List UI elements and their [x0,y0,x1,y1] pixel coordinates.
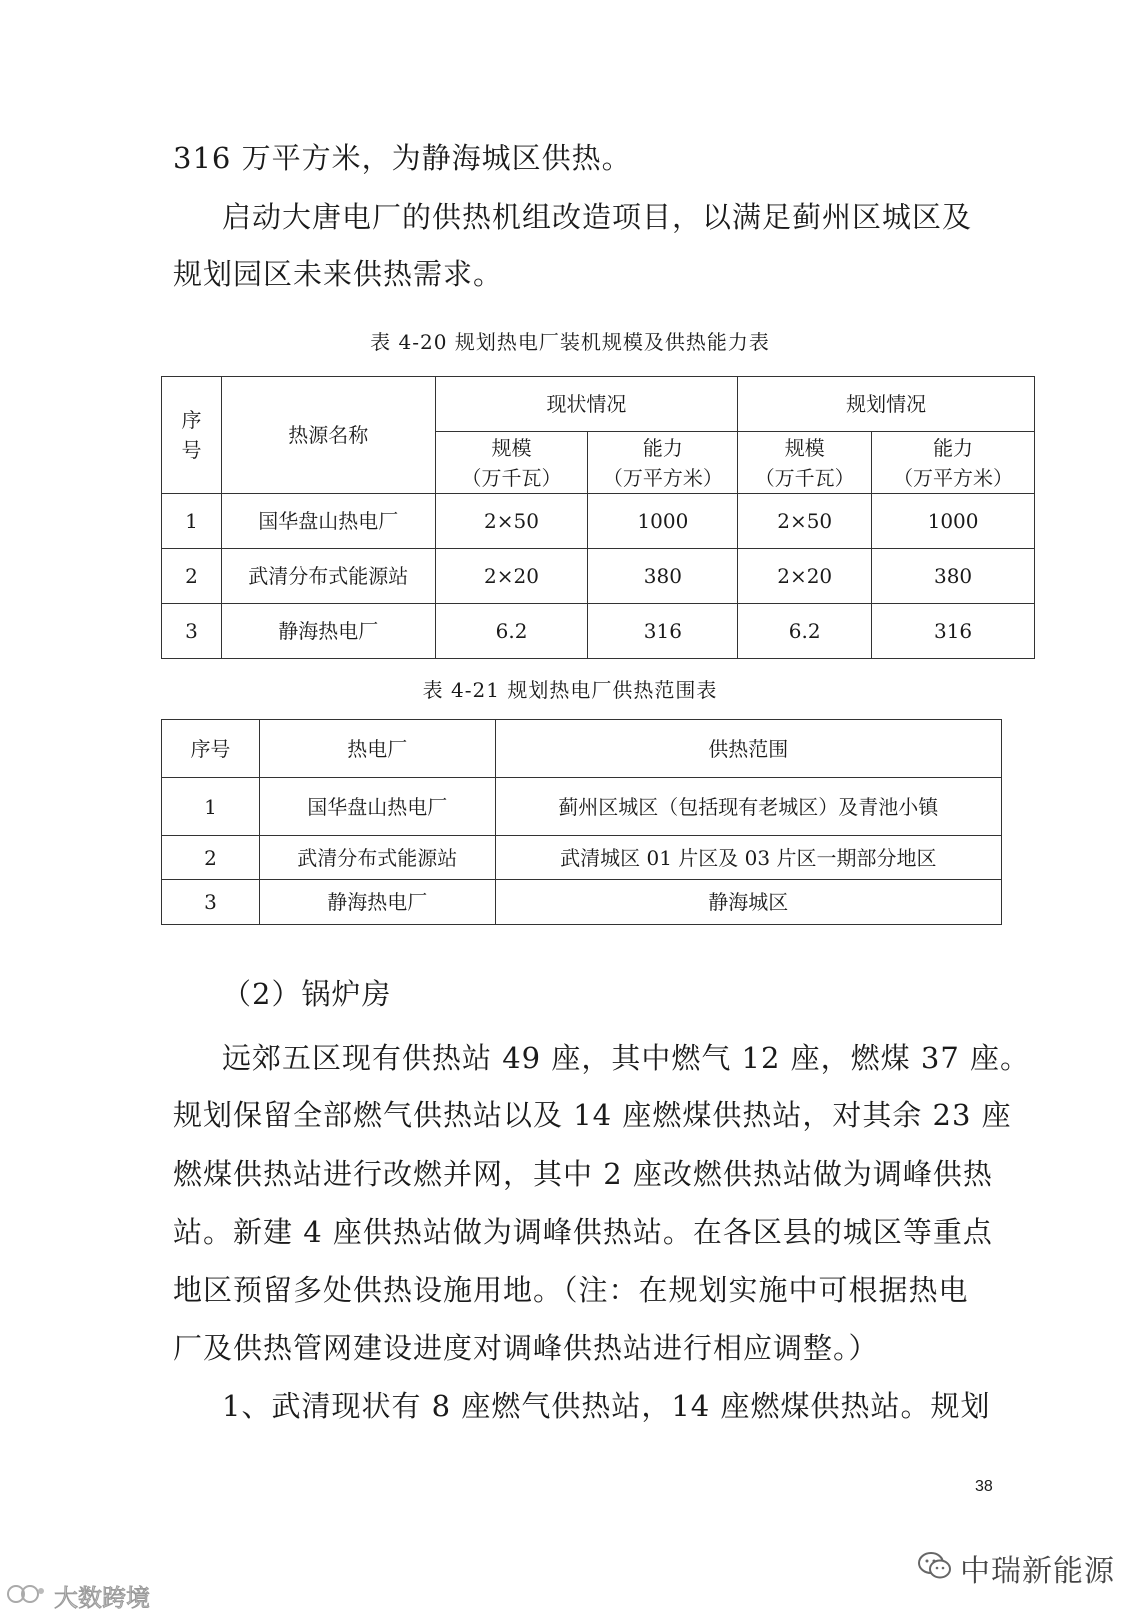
cell-index: 1 [162,494,222,549]
cell-cur-scale: 2×20 [435,549,588,604]
table2-header-range: 供热范围 [495,720,1001,778]
table2-caption: 表 4-21 规划热电厂供热范围表 [422,678,718,702]
cell-cur-scale: 2×50 [435,494,588,549]
cell-index: 3 [162,880,260,925]
cell-name: 武清分布式能源站 [221,549,435,604]
cell-range: 静海城区 [495,880,1001,925]
cell-name: 静海热电厂 [221,604,435,659]
cell-plant: 国华盘山热电厂 [259,778,495,836]
cell-index: 3 [162,604,222,659]
table2-header-plant: 热电厂 [259,720,495,778]
section-heading: （2）锅炉房 [222,977,392,1011]
watermark-right-text: 中瑞新能源 [960,1554,1115,1589]
cell-range: 蓟州区城区（包括现有老城区）及青池小镇 [495,778,1001,836]
table-row [162,880,1002,925]
table1-header-index: 序号 [162,377,222,494]
table1-header-name: 热源名称 [221,377,435,494]
table-row [162,549,1035,604]
cell-cur-capacity: 316 [588,604,738,659]
cell-plan-scale: 6.2 [738,604,872,659]
watermark-right [918,1546,1115,1590]
cell-index: 1 [162,778,260,836]
wechat-icon [918,1551,952,1585]
table-heat-range [161,719,1002,925]
table1-header-planned: 规划情况 [738,377,1035,432]
cell-index: 2 [162,549,222,604]
cell-range: 武清城区 01 片区及 03 片区一期部分地区 [495,836,1001,880]
body-line-10: 1、武清现状有 8 座燃气供热站，14 座燃煤供热站。规划 [222,1389,991,1423]
body-line-9: 厂及供热管网建设进度对调峰供热站进行相应调整。） [173,1331,879,1365]
cell-plan-capacity: 1000 [872,494,1035,549]
table-row [162,778,1002,836]
watermark-left [6,1578,150,1613]
table-row [162,494,1035,549]
body-line-2: 启动大唐电厂的供热机组改造项目，以满足蓟州区城区及 [222,200,973,234]
body-line-6: 燃煤供热站进行改燃并网，其中 2 座改燃供热站做为调峰供热 [173,1157,993,1191]
table1-header-row-1 [162,377,1035,432]
body-line-7: 站。新建 4 座供热站做为调峰供热站。在各区县的城区等重点 [173,1215,993,1249]
cell-cur-capacity: 1000 [588,494,738,549]
body-line-3: 规划园区未来供热需求。 [173,257,504,291]
cell-plan-scale: 2×50 [738,494,872,549]
body-line-5: 规划保留全部燃气供热站以及 14 座燃煤供热站，对其余 23 座 [173,1098,1012,1132]
brand-logo-icon [6,1581,48,1611]
cell-cur-scale: 6.2 [435,604,588,659]
table1-caption: 表 4-20 规划热电厂装机规模及供热能力表 [370,330,770,354]
table1-header-cur-scale: 规模 （万千瓦） [435,432,588,494]
cell-plan-capacity: 316 [872,604,1035,659]
table2-header-row [162,720,1002,778]
cell-plant: 静海热电厂 [259,880,495,925]
cell-name: 国华盘山热电厂 [221,494,435,549]
table-heat-capacity [161,376,1035,659]
watermark-left-text: 大数跨境 [54,1584,150,1612]
cell-plan-capacity: 380 [872,549,1035,604]
body-line-4: 远郊五区现有供热站 49 座，其中燃气 12 座，燃煤 37 座。 [222,1041,1031,1075]
table1-header-cur-capacity: 能力 （万平方米） [588,432,738,494]
table2-header-index: 序号 [162,720,260,778]
body-line-1: 316 万平方米，为静海城区供热。 [173,141,632,175]
cell-index: 2 [162,836,260,880]
table1-header-plan-scale: 规模 （万千瓦） [738,432,872,494]
page-number: 38 [975,1478,993,1495]
table-row [162,604,1035,659]
body-line-8: 地区预留多处供热设施用地。（注：在规划实施中可根据热电 [173,1273,969,1307]
cell-plan-scale: 2×20 [738,549,872,604]
cell-cur-capacity: 380 [588,549,738,604]
table-row [162,836,1002,880]
cell-plant: 武清分布式能源站 [259,836,495,880]
table1-header-current: 现状情况 [435,377,738,432]
table1-header-plan-capacity: 能力 （万平方米） [872,432,1035,494]
